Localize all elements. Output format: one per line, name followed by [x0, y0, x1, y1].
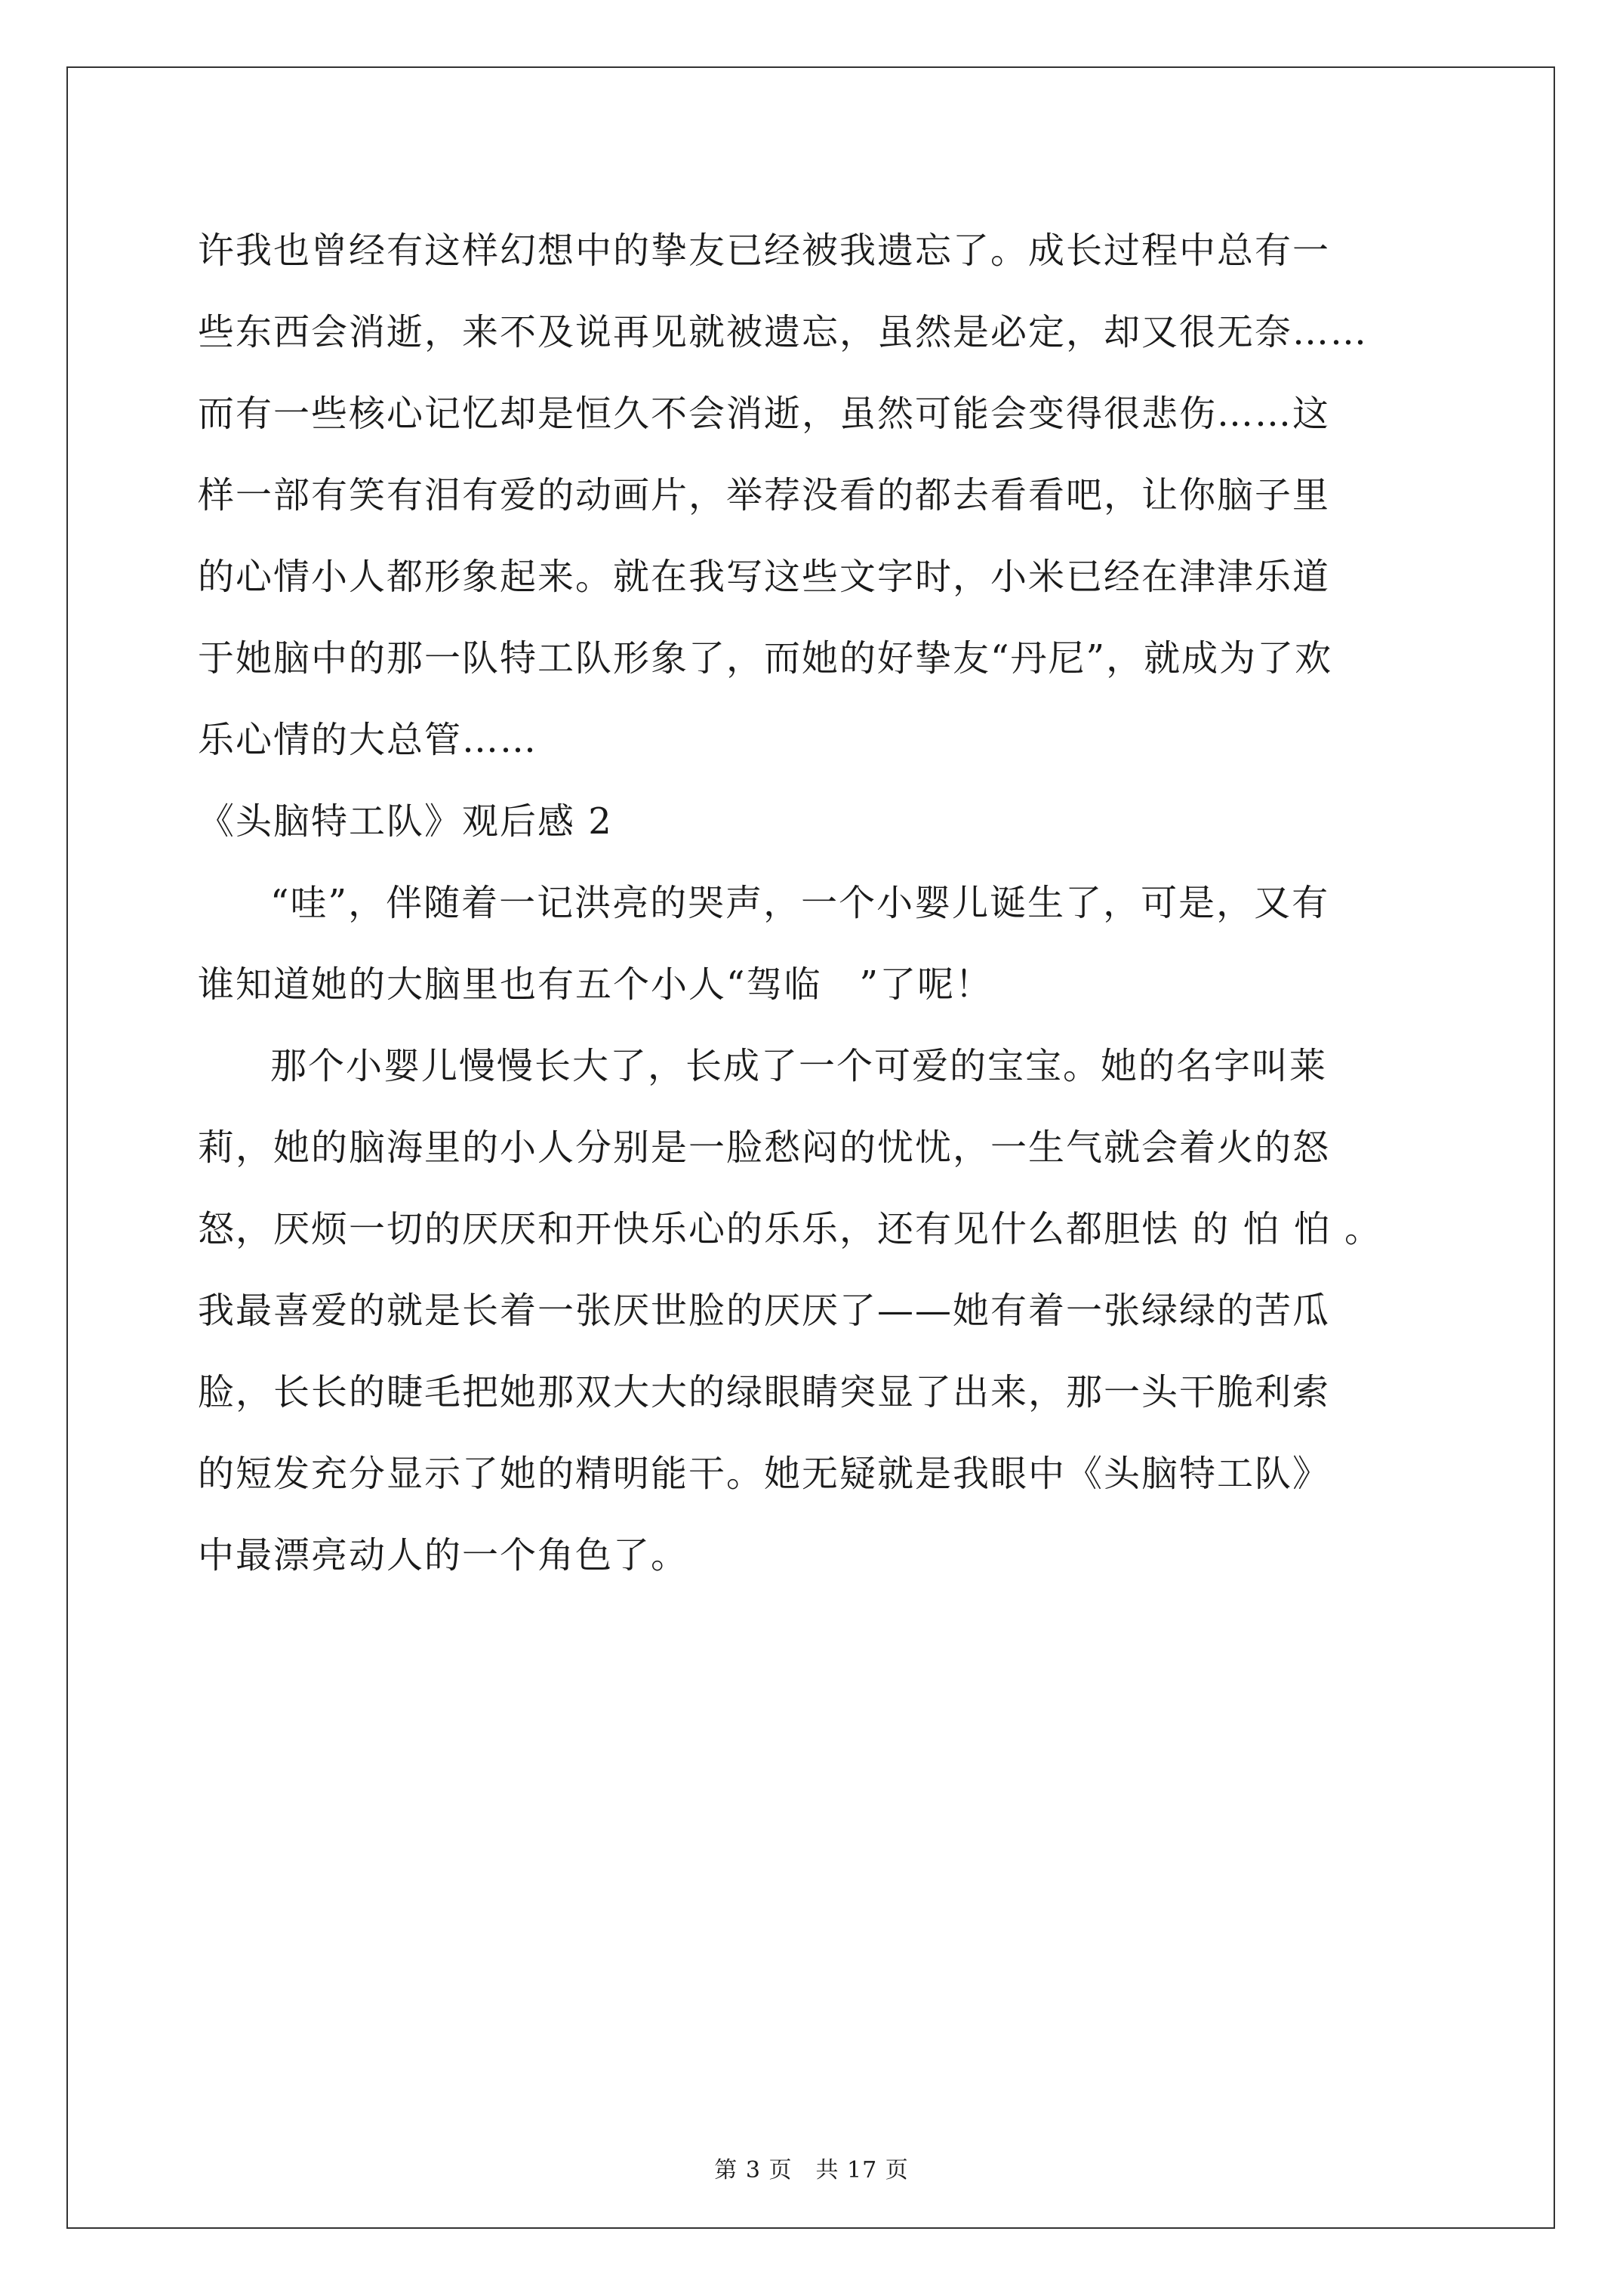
text-line: 样一部有笑有泪有爱的动画片，举荐没看的都去看看吧，让你脑子里 [198, 474, 1331, 516]
text-line: 于她脑中的那一队特工队形象了，而她的好挚友“丹尼”，就成为了欢 [198, 637, 1333, 680]
text-line: “哇”，伴随着一记洪亮的哭声，一个小婴儿诞生了，可是，又有 [270, 882, 1330, 924]
page-number: 第 3 页 共 17 页 [714, 2157, 909, 2184]
text-line: 怒，厌烦一切的厌厌和开快乐心的乐乐，还有见什么都胆怯 的 怕 怕 。 [198, 1208, 1383, 1250]
text-line: 乐心情的大总管…… [198, 719, 538, 761]
text-line: 我最喜爱的就是长着一张厌世脸的厌厌了——她有着一张绿绿的苦瓜 [198, 1290, 1331, 1332]
text-line: 的心情小人都形象起来。就在我写这些文字时，小米已经在津津乐道 [198, 556, 1331, 598]
text-line: 的短发充分显示了她的精明能干。她无疑就是我眼中《头脑特工队》 [198, 1453, 1331, 1495]
text-line: 谁知道她的大脑里也有五个小人“驾临 ”了呢！ [198, 963, 993, 1006]
text-line: 那个小婴儿慢慢长大了，长成了一个可爱的宝宝。她的名字叫莱 [270, 1045, 1328, 1087]
text-line: 脸，长长的睫毛把她那双大大的绿眼睛突显了出来，那一头干脆利索 [198, 1371, 1331, 1413]
section-heading: 《头脑特工队》观后感 2 [198, 800, 613, 843]
text-line: 中最漂亮动人的一个角色了。 [198, 1534, 689, 1576]
text-line: 而有一些核心记忆却是恒久不会消逝，虽然可能会变得很悲伤……这 [198, 393, 1331, 435]
text-line: 莉，她的脑海里的小人分别是一脸愁闷的忧忧，一生气就会着火的怒 [198, 1126, 1331, 1169]
text-line: 许我也曾经有这样幻想中的挚友已经被我遗忘了。成长过程中总有一 [198, 230, 1331, 272]
text-line: 些东西会消逝，来不及说再见就被遗忘，虽然是必定，却又很无奈…… [198, 311, 1369, 353]
